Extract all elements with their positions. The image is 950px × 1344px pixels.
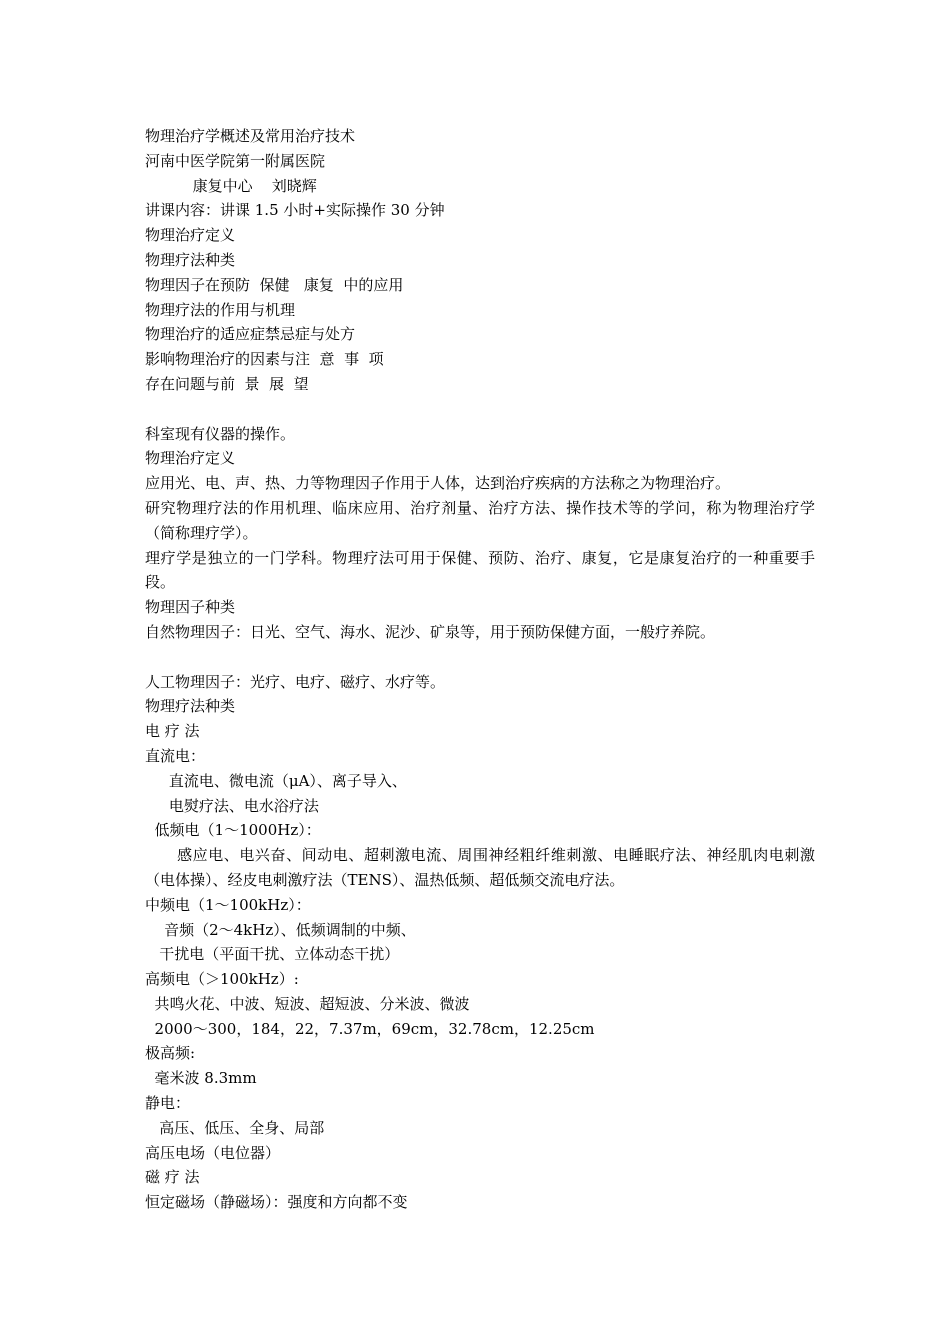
outline-item: 科室现有仪器的操作。 [145,424,296,443]
list-item: 共鸣火花、中波、短波、超短波、分米波、微波 [145,994,470,1013]
list-item: 毫米波 8.3mm [145,1069,257,1088]
list-item: 高压、低压、全身、局部 [145,1118,325,1137]
list-item: 2000～300，184，22，7.37m，69cm，32.78cm，12.25cm [145,1019,595,1038]
doc-title: 物理治疗学概述及常用治疗技术 [145,127,356,145]
list-item: 干扰电（平面干扰、立体动态干扰） [145,945,400,964]
subsection-heading: 磁 疗 法 [145,1168,200,1187]
list-item: 电熨疗法、电水浴疗法 [145,796,319,815]
paragraph: 人工物理因子：光疗、电疗、磁疗、水疗等。 [145,672,446,691]
paragraph: 研究物理疗法的作用机理、临床应用、治疗剂量、治疗方法、操作技术等的学问，称为物理治疗学（简称理疗学）。 [145,498,815,542]
blank-line [145,397,815,422]
list-item: 静电： [145,1094,191,1113]
hospital-name: 河南中医学院第一附属医院 [145,151,326,170]
outline-item: 物理因子在预防 保健 康复 中的应用 [145,275,404,294]
paragraph: 理疗学是独立的一门学科。物理疗法可用于保健、预防、治疗、康复，它是康复治疗的一种重要手段。 [145,548,815,592]
list-item: 恒定磁场（静磁场）：强度和方向都不变 [145,1193,408,1212]
blank-line [145,645,815,670]
list-item: 高频电（＞100kHz）: [145,970,299,989]
list-item: 直流电、微电流（μA）、离子导入、 [145,771,407,790]
list-item: 直流电： [145,746,206,765]
paragraph: 自然物理因子：日光、空气、海水、泥沙、矿泉等，用于预防保健方面，一般疗养院。 [145,622,716,641]
list-item: 感应电、电兴奋、间动电、超刺激电流、周围神经粗纤维刺激、电睡眠疗法、神经肌肉电刺激（电体操）、经皮电刺激疗法（TENS）、温热低频、超低频交流电疗法。 [145,846,816,889]
author-line: 康复中心 刘晓辉 [145,176,317,195]
document-body [145,124,815,1215]
outline-item: 物理疗法的作用与机理 [145,300,296,319]
lecture-content: 讲课内容：讲课 1.5 小时+实际操作 30 分钟 [145,201,445,220]
section-heading: 物理治疗定义 [145,449,236,468]
list-item: 低频电（1～1000Hz）： [145,821,321,840]
list-item: 中频电（1～100kHz）： [145,895,311,914]
outline-item: 影响物理治疗的因素与注 意 事 项 [145,350,384,369]
outline-item: 物理疗法种类 [145,250,236,269]
outline-item: 存在问题与前 景 展 望 [145,374,309,393]
outline-item: 物理治疗定义 [145,226,236,245]
section-heading: 物理因子种类 [145,598,236,617]
list-item: 音频（2～4kHz）、低频调制的中频、 [145,920,416,939]
section-heading: 物理疗法种类 [145,697,236,716]
list-item: 高压电场（电位器） [145,1143,281,1162]
paragraph: 应用光、电、声、热、力等物理因子作用于人体，达到治疗疾病的方法称之为物理治疗。 [145,474,731,493]
list-item: 极高频: [145,1044,196,1063]
outline-item: 物理治疗的适应症禁忌症与处方 [145,325,356,344]
subsection-heading: 电 疗 法 [145,722,200,741]
